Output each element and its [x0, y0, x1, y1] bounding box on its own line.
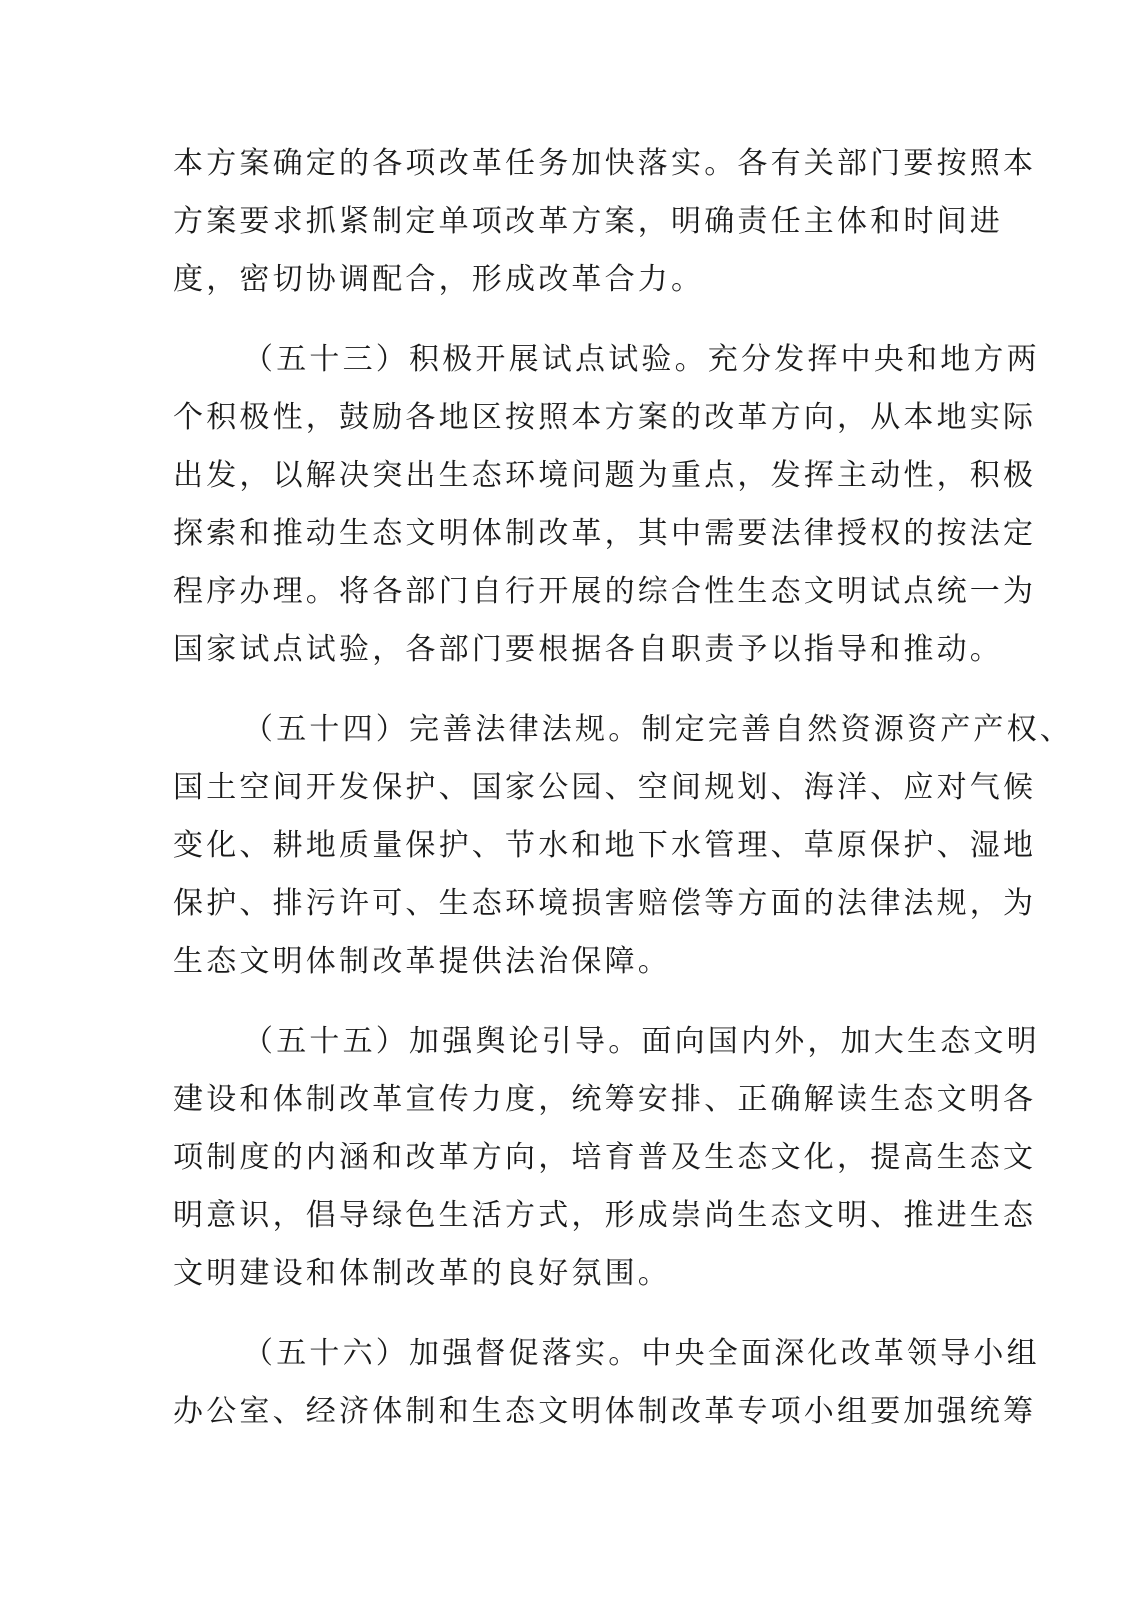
text-line: 个积极性，鼓励各地区按照本方案的改革方向，从本地实际 — [173, 400, 1037, 435]
text-line: 保护、排污许可、生态环境损害赔偿等方面的法律法规，为 — [173, 886, 1037, 921]
text-line: 度，密切协调配合，形成改革合力。 — [173, 262, 705, 297]
text-line: 探索和推动生态文明体制改革，其中需要法律授权的按法定 — [173, 516, 1037, 551]
text-line: 项制度的内涵和改革方向，培育普及生态文化，提高生态文 — [173, 1140, 1037, 1175]
text-line: 生态文明体制改革提供法治保障。 — [173, 944, 671, 979]
paragraph-heading-line: （五十三）积极开展试点试验。充分发挥中央和地方两 — [243, 342, 1040, 377]
text-line: 明意识，倡导绿色生活方式，形成崇尚生态文明、推进生态 — [173, 1198, 1037, 1233]
text-line: 本方案确定的各项改革任务加快落实。各有关部门要按照本 — [173, 146, 1037, 181]
text-line: 程序办理。将各部门自行开展的综合性生态文明试点统一为 — [173, 574, 1037, 609]
paragraph-heading-line: （五十六）加强督促落实。中央全面深化改革领导小组 — [243, 1336, 1040, 1371]
text-line: 建设和体制改革宣传力度，统筹安排、正确解读生态文明各 — [173, 1082, 1037, 1117]
text-line: 办公室、经济体制和生态文明体制改革专项小组要加强统筹 — [173, 1394, 1037, 1429]
text-line: 变化、耕地质量保护、节水和地下水管理、草原保护、湿地 — [173, 828, 1037, 863]
paragraph-heading-line: （五十四）完善法律法规。制定完善自然资源资产产权、 — [243, 712, 1073, 747]
text-line: 方案要求抓紧制定单项改革方案，明确责任主体和时间进 — [173, 204, 1003, 239]
text-line: 国家试点试验，各部门要根据各自职责予以指导和推动。 — [173, 632, 1003, 667]
text-line: 出发，以解决突出生态环境问题为重点，发挥主动性，积极 — [173, 458, 1037, 493]
paragraph-heading-line: （五十五）加强舆论引导。面向国内外，加大生态文明 — [243, 1024, 1040, 1059]
text-line: 国土空间开发保护、国家公园、空间规划、海洋、应对气候 — [173, 770, 1037, 805]
text-line: 文明建设和体制改革的良好氛围。 — [173, 1256, 671, 1291]
